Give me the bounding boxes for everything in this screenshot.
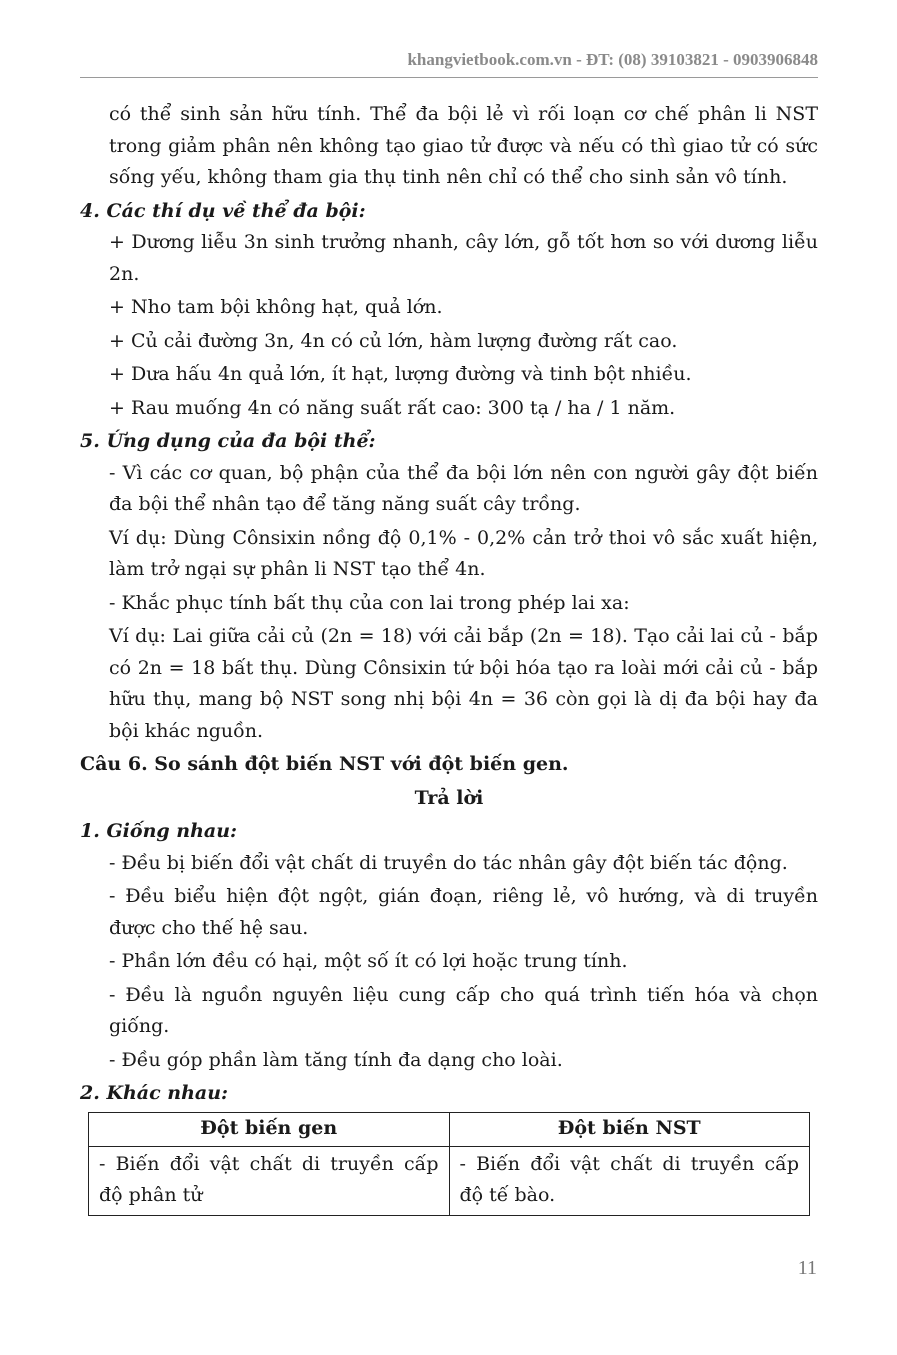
question-heading: Câu 6. So sánh đột biến NST với đột biến gen. (80, 753, 569, 775)
paragraph: Ví dụ: Lai giữa cải củ (2n = 18) với cải bắp (2n = 18). Tạo cải lai củ - bắp có 2n = 18 bất thụ. Dùng Cônsixin tứ bội hóa tạo ra loài mới cải củ - bắp hữu thụ, mang bộ NST song nhị bội 4n = 36 còn gọi là dị đa bội hay đa bội khác nguồn. (109, 625, 818, 742)
table-cell: - Biến đổi vật chất di truyền cấp độ tế bào. (449, 1146, 810, 1215)
section-4-heading: 4. Các thí dụ về thể đa bội: (80, 199, 366, 222)
answer-title: Trả lời (414, 786, 484, 809)
section-5-heading: 5. Ứng dụng của đa bội thể: (80, 430, 376, 452)
page-number: 11 (797, 1257, 817, 1279)
intro-paragraph: có thể sinh sản hữu tính. Thể đa bội lẻ vì rối loạn cơ chế phân li NST trong giảm phân nên không tạo giao tử được và nếu có thì giao tử có sức sống yếu, không tham gia thụ tinh nên chỉ có thể cho sinh sản vô tính. (109, 103, 818, 188)
column-header: Đột biến NST (449, 1112, 810, 1146)
table-row (89, 1146, 810, 1215)
list-item: + Củ cải đường 3n, 4n có củ lớn, hàm lượng đường rất cao. (109, 329, 678, 352)
page-header: khangvietbook.com.vn - ĐT: (08) 39103821 - 0903906848 (80, 50, 818, 78)
list-item: - Đều biểu hiện đột ngột, gián đoạn, riêng lẻ, vô hướng, và di truyền được cho thế hệ sau. (109, 885, 818, 939)
list-item: + Rau muống 4n có năng suất rất cao: 300 tạ / ha / 1 năm. (109, 396, 676, 419)
page-content (80, 99, 818, 1216)
list-item: - Đều góp phần làm tăng tính đa dạng cho loài. (109, 1048, 563, 1071)
paragraph: - Vì các cơ quan, bộ phận của thể đa bội lớn nên con người gây đột biến đa bội thể nhân tạo để tăng năng suất cây trồng. (109, 461, 818, 515)
paragraph: - Khắc phục tính bất thụ của con lai trong phép lai xa: (109, 591, 630, 614)
list-item: - Đều là nguồn nguyên liệu cung cấp cho quá trình tiến hóa và chọn giống. (109, 983, 818, 1037)
comparison-table (88, 1112, 810, 1216)
table-cell: - Biến đổi vật chất di truyền cấp độ phân tử (89, 1146, 450, 1215)
different-heading: 2. Khác nhau: (80, 1082, 229, 1104)
list-item: - Phần lớn đều có hại, một số ít có lợi hoặc trung tính. (109, 950, 628, 972)
similar-heading: 1. Giống nhau: (80, 820, 238, 842)
list-item: + Nho tam bội không hạt, quả lớn. (109, 296, 443, 318)
list-item: + Dưa hấu 4n quả lớn, ít hạt, lượng đường và tinh bột nhiều. (109, 363, 692, 385)
list-item: - Đều bị biến đổi vật chất di truyền do tác nhân gây đột biến tác động. (109, 851, 788, 874)
table-header-row (89, 1112, 810, 1146)
paragraph: Ví dụ: Dùng Cônsixin nồng độ 0,1% - 0,2% cản trở thoi vô sắc xuất hiện, làm trở ngại sự phân li NST tạo thể 4n. (109, 526, 818, 580)
column-header: Đột biến gen (89, 1112, 450, 1146)
list-item: + Dương liễu 3n sinh trưởng nhanh, cây lớn, gỗ tốt hơn so với dương liễu 2n. (109, 231, 818, 285)
